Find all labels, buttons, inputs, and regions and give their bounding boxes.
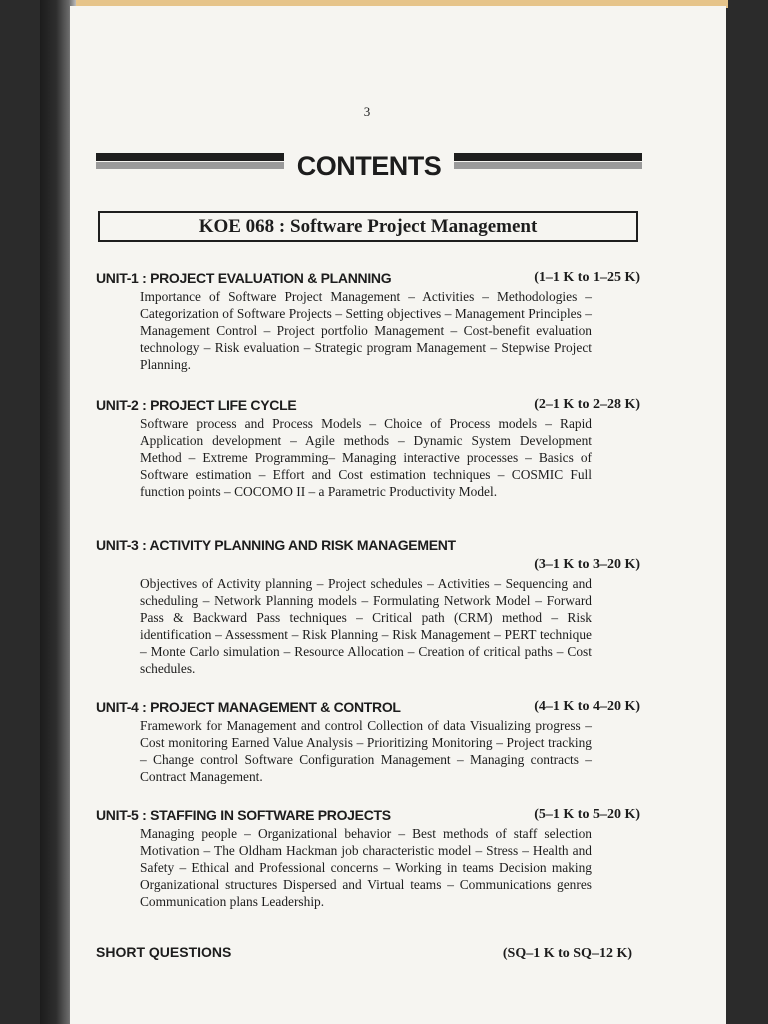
- unit-description: Software process and Process Models – Choice of Process models – Rapid Application development – Agile methods – Dynamic System Development Method – Extreme Programming– Managing interactive processes – Basics of Software estimation – Effort and Cost estimation techniques – COSMIC Full function points – COCOMO II – a Parametric Productivity Model.: [140, 416, 592, 499]
- unit-title: UNIT-5 : STAFFING IN SOFTWARE PROJECTS: [96, 807, 391, 823]
- short-questions-range: (SQ–1 K to SQ–12 K): [502, 946, 632, 961]
- unit-3: [96, 535, 640, 677]
- short-questions: [96, 942, 632, 962]
- unit-title: UNIT-4 : PROJECT MANAGEMENT & CONTROL: [96, 699, 401, 715]
- unit-2: [96, 395, 640, 500]
- page-number: 3: [363, 104, 371, 119]
- contents-title: CONTENTS: [296, 151, 442, 181]
- unit-1: [96, 268, 640, 373]
- unit-heading: [96, 805, 640, 825]
- unit-4: [96, 697, 640, 785]
- unit-heading: [96, 535, 640, 555]
- header-rule-left-shadow: [96, 162, 284, 169]
- unit-title: UNIT-1 : PROJECT EVALUATION & PLANNING: [96, 270, 392, 286]
- unit-description: Framework for Management and control Collection of data Visualizing progress – Cost monitoring Earned Value Analysis – Prioritizing Monitoring – Project tracking – Change control Software Configuration Management – Managing contracts – Contract Management.: [140, 718, 592, 784]
- unit-page-range: (2–1 K to 2–28 K): [534, 397, 640, 412]
- header-rule-right-shadow: [454, 162, 642, 169]
- unit-page-range: (1–1 K to 1–25 K): [534, 270, 640, 285]
- unit-page-range: (3–1 K to 3–20 K): [534, 557, 640, 572]
- unit-heading: [96, 697, 640, 717]
- unit-description: Objectives of Activity planning – Project schedules – Activities – Sequencing and scheduling – Network Planning models – Formulating Network Model – Forward Pass & Backward Pass techniques – Critical path (CRM) method – Risk identification – Assessment – Risk Planning – Risk Management – PERT technique – Monte Carlo simulation – Resource Allocation – Creation of critical paths – Cost schedules.: [140, 576, 592, 676]
- short-questions-label: SHORT QUESTIONS: [96, 944, 232, 960]
- unit-page-range: (5–1 K to 5–20 K): [534, 807, 640, 822]
- header-rule-right: [454, 153, 642, 161]
- unit-5: [96, 805, 640, 910]
- unit-title: UNIT-2 : PROJECT LIFE CYCLE: [96, 397, 297, 413]
- unit-title: UNIT-3 : ACTIVITY PLANNING AND RISK MANAGEMENT: [96, 537, 456, 553]
- unit-description: Importance of Software Project Management – Activities – Methodologies – Categorization of Software Projects – Setting objectives – Management Principles – Management Control – Project portfolio Management – Cost-benefit evaluation technology – Risk evaluation – Strategic program Management – Stepwise Project Planning.: [140, 289, 592, 372]
- course-title-box: KOE 068 : Software Project Management: [98, 211, 638, 242]
- unit-heading: [96, 395, 640, 415]
- unit-page-range: (4–1 K to 4–20 K): [534, 699, 640, 714]
- contents-header: [96, 150, 642, 184]
- unit-description: Managing people – Organizational behavior – Best methods of staff selection Motivation – The Oldham Hackman job characteristic model – Stress – Health and Safety – Ethical and Professional concerns – Working in teams Decision making Organizational structures Dispersed and Virtual teams – Communications genres Communication plans Leadership.: [140, 826, 592, 909]
- unit-heading: [96, 268, 640, 288]
- header-rule-left: [96, 153, 284, 161]
